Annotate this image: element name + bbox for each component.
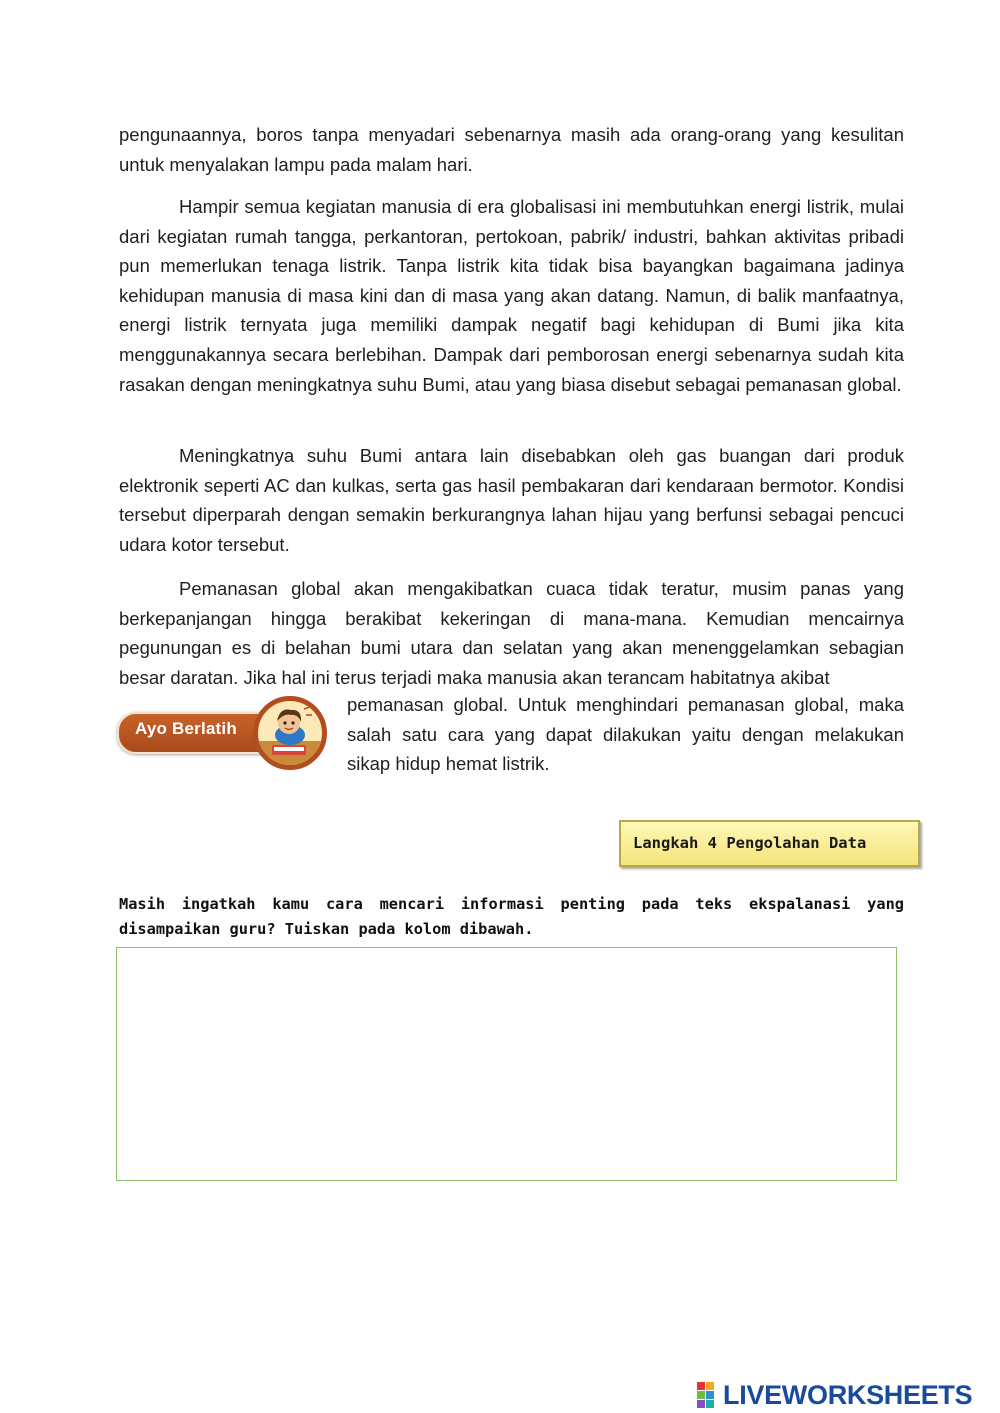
question-text: Masih ingatkah kamu cara mencari informasi penting pada teks ekspalanasi yang disampaikan guru? Tuiskan pada kolom dibawah. — [119, 895, 904, 938]
badge-label: Ayo Berlatih — [135, 719, 237, 738]
liveworksheets-blocks-icon — [697, 1382, 723, 1408]
paragraph-5: pemanasan global. Untuk menghindari pemanasan global, maka salah satu cara yang dapat dilakukan yaitu dengan melakukan sikap hidup hemat listrik. — [347, 694, 904, 775]
step-label: Langkah 4 Pengolahan Data — [633, 834, 867, 852]
answer-box[interactable] — [116, 947, 897, 1181]
paragraph-1: pengunaannya, boros tanpa menyadari sebenarnya masih ada orang-orang yang kesulitan untuk menyalakan lampu pada malam hari. — [119, 124, 904, 175]
step-box — [619, 820, 920, 867]
paragraph-4: Pemanasan global akan mengakibatkan cuaca tidak teratur, musim panas yang berkepanjangan hingga berakibat kekeringan di mana-mana. Kemudian mencairnya pegunungan es di belahan bumi utara dan selatan yang akan menenggelamkan sebagian besar daratan. Jika hal ini terus terjadi maka manusia akan terancam habitatnya akibat — [119, 578, 904, 688]
student-reading-icon — [253, 696, 327, 770]
liveworksheets-logo — [697, 1378, 997, 1412]
ayo-berlatih-badge — [117, 696, 337, 770]
paragraph-2: Hampir semua kegiatan manusia di era globalisasi ini membutuhkan energi listrik, mulai dari kegiatan rumah tangga, perkantoran, pertokoan, pabrik/ industri, bahkan aktivitas pribadi pun memerlukan tenaga listrik. Tanpa listrik kita tidak bisa bayangkan bagaimana jadinya kehidupan manusia di masa kini dan di masa yang akan datang. Namun, di balik manfaatnya, energi listrik ternyata juga memiliki dampak negatif bagi kehidupan di Bumi jika kita menggunakannya secara berlebihan. Dampak dari pemborosan energi sebenarnya sudah kita rasakan dengan meningkatnya suhu Bumi, atau yang biasa disebut sebagai pemanasan global. — [119, 196, 904, 395]
paragraph-3: Meningkatnya suhu Bumi antara lain disebabkan oleh gas buangan dari produk elektronik seperti AC dan kulkas, serta gas hasil pembakaran dari kendaraan bermotor. Kondisi tersebut diperparah dengan semakin berkurangnya lahan hijau yang berfunsi sebagai pencuci udara kotor tersebut. — [119, 445, 904, 555]
logo-text: LIVEWORKSHEETS — [723, 1380, 973, 1410]
